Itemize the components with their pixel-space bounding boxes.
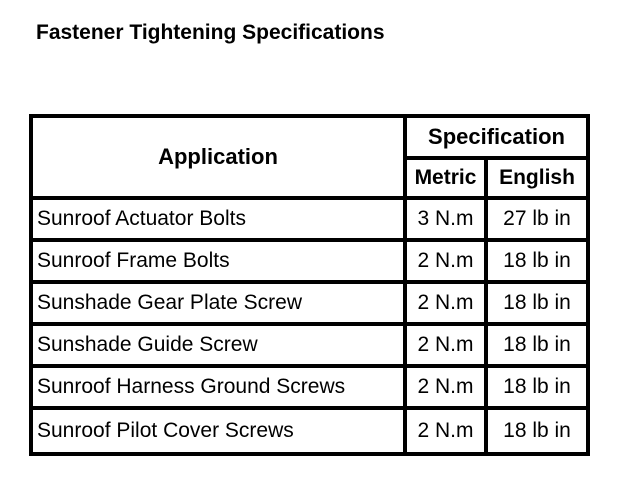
table-row <box>33 410 586 452</box>
cell-english: 27 lb in <box>488 200 586 242</box>
cell-english: 18 lb in <box>488 242 586 284</box>
cell-metric: 2 N.m <box>407 410 488 452</box>
cell-metric: 2 N.m <box>407 284 488 326</box>
cell-application: Sunroof Frame Bolts <box>33 242 407 284</box>
table-row <box>33 284 586 326</box>
cell-metric: 2 N.m <box>407 368 488 410</box>
cell-english: 18 lb in <box>488 326 586 368</box>
page-title: Fastener Tightening Specifications <box>36 21 385 44</box>
cell-english: 18 lb in <box>488 410 586 452</box>
cell-english: 18 lb in <box>488 368 586 410</box>
header-metric: Metric <box>407 160 488 200</box>
header-specification: Specification <box>407 118 586 160</box>
table-row <box>33 242 586 284</box>
fastener-spec-table <box>29 114 590 456</box>
cell-metric: 2 N.m <box>407 326 488 368</box>
cell-application: Sunshade Gear Plate Screw <box>33 284 407 326</box>
header-english: English <box>488 160 586 200</box>
cell-application: Sunroof Harness Ground Screws <box>33 368 407 410</box>
cell-application: Sunroof Actuator Bolts <box>33 200 407 242</box>
header-application: Application <box>33 118 407 200</box>
cell-metric: 3 N.m <box>407 200 488 242</box>
table-row <box>33 368 586 410</box>
cell-english: 18 lb in <box>488 284 586 326</box>
cell-metric: 2 N.m <box>407 242 488 284</box>
cell-application: Sunroof Pilot Cover Screws <box>33 410 407 452</box>
cell-application: Sunshade Guide Screw <box>33 326 407 368</box>
table-row <box>33 326 586 368</box>
table-row <box>33 200 586 242</box>
